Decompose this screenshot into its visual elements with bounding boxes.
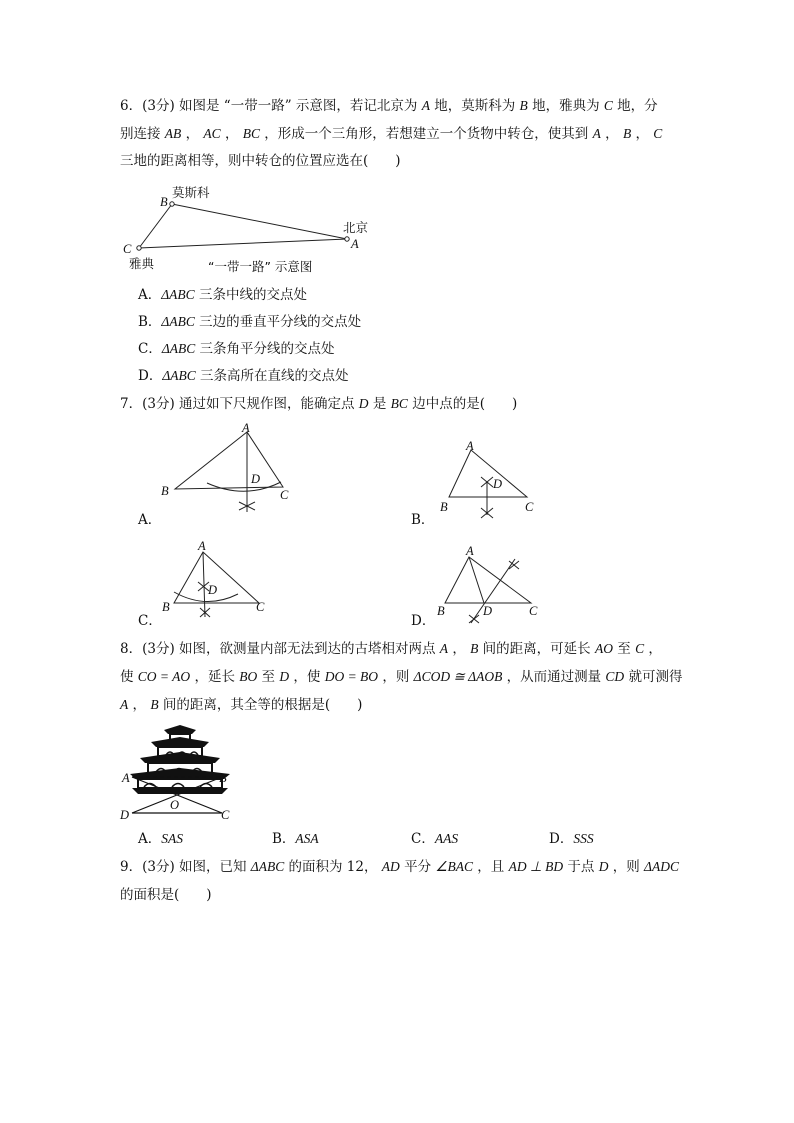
q8-option-b[interactable]: B．ASA [272,831,319,847]
q6-option-b[interactable]: B．ΔABC 三边的垂直平分线的交点处 [138,314,362,330]
q7-figure-b [438,439,548,522]
q6-stem-line3: 三地的距离相等，则中转仓的位置应选在( ) [120,153,401,169]
q8-stem-line3: A ， B 间的距离，其全等的根据是( ) [120,697,363,713]
q6-caption: “一带一路” 示意图 [208,259,313,274]
q7-option-a[interactable]: A． [138,512,162,528]
q8-option-d[interactable]: D．SSS [549,831,594,847]
svg-text:A: A [466,544,474,558]
q6-option-d[interactable]: D．ΔABC 三条高所在直线的交点处 [138,368,349,384]
q6-figure [115,182,385,277]
q6-label-A: A [351,237,359,251]
q8-stem-line2: 使 CO = AO ，延长 BO 至 D ，使 DO = BO ，则 ΔCOD ≅ ΔAOB ，从而通过测量 CD 就可测得 [120,669,683,685]
q6-label-C: C [123,242,132,256]
q6-option-c[interactable]: C．ΔABC 三条角平分线的交点处 [138,341,335,357]
q7-figure-c [160,538,275,628]
q6-stem-line2: 别连接 AB ， AC ， BC ，形成一个三角形，若想建立一个货物中转仓，使其到 A ， B ， C [120,126,663,142]
svg-text:D: D [251,472,261,486]
svg-text:D: D [208,583,218,597]
q9-stem-line1: 9．(3分) 如图，已知 ΔABC 的面积为 12， AD 平分 ∠BAC ，且 AD ⊥ BD 于点 D ，则 ΔADC [120,859,679,875]
svg-text:C: C [221,808,230,822]
svg-text:B: B [437,604,445,618]
q6-label-athens: 雅典 [129,256,155,271]
svg-text:D: D [483,604,493,618]
q8-option-a[interactable]: A．SAS [138,831,183,847]
q7-option-c[interactable]: C． [138,613,162,629]
q6-label-B: B [160,195,168,209]
q6-option-a[interactable]: A．ΔABC 三条中线的交点处 [138,287,307,303]
svg-text:D: D [493,477,503,491]
svg-text:O: O [170,798,180,812]
svg-text:B: B [219,771,227,785]
q6-label-moscow: 莫斯科 [172,185,210,200]
q8-stem-line1: 8．(3分) 如图，欲测量内部无法到达的古塔相对两点 A ， B 间的距离，可延长 AO 至 C ， [120,641,662,657]
q7-option-b[interactable]: B． [411,512,435,528]
q8-option-c[interactable]: C．AAS [411,831,459,847]
svg-text:A: A [122,771,130,785]
svg-text:B: B [162,600,170,614]
svg-text:A: A [198,539,206,553]
svg-text:A: A [466,439,474,453]
svg-text:C: C [525,500,534,514]
svg-text:C: C [256,600,265,614]
q6-stem-line1: 6．(3分) 如图是 “一带一路” 示意图，若记北京为 A 地，莫斯科为 B 地，雅典为 C 地，分 [120,98,658,114]
svg-text:D: D [120,808,130,822]
q7-figure-a [155,420,295,520]
q7-figure-d [435,545,550,630]
q6-label-beijing: 北京 [343,220,369,235]
svg-text:B: B [161,484,169,498]
q7-option-d[interactable]: D． [411,613,436,629]
q9-stem-line2: 的面积是( ) [120,887,212,903]
q8-pagoda-figure [118,722,238,822]
svg-text:C: C [280,488,289,502]
svg-text:C: C [529,604,538,618]
svg-text:A: A [242,421,250,435]
q7-stem: 7．(3分) 通过如下尺规作图，能确定点 D 是 BC 边中点的是( ) [120,396,518,412]
svg-text:B: B [440,500,448,514]
